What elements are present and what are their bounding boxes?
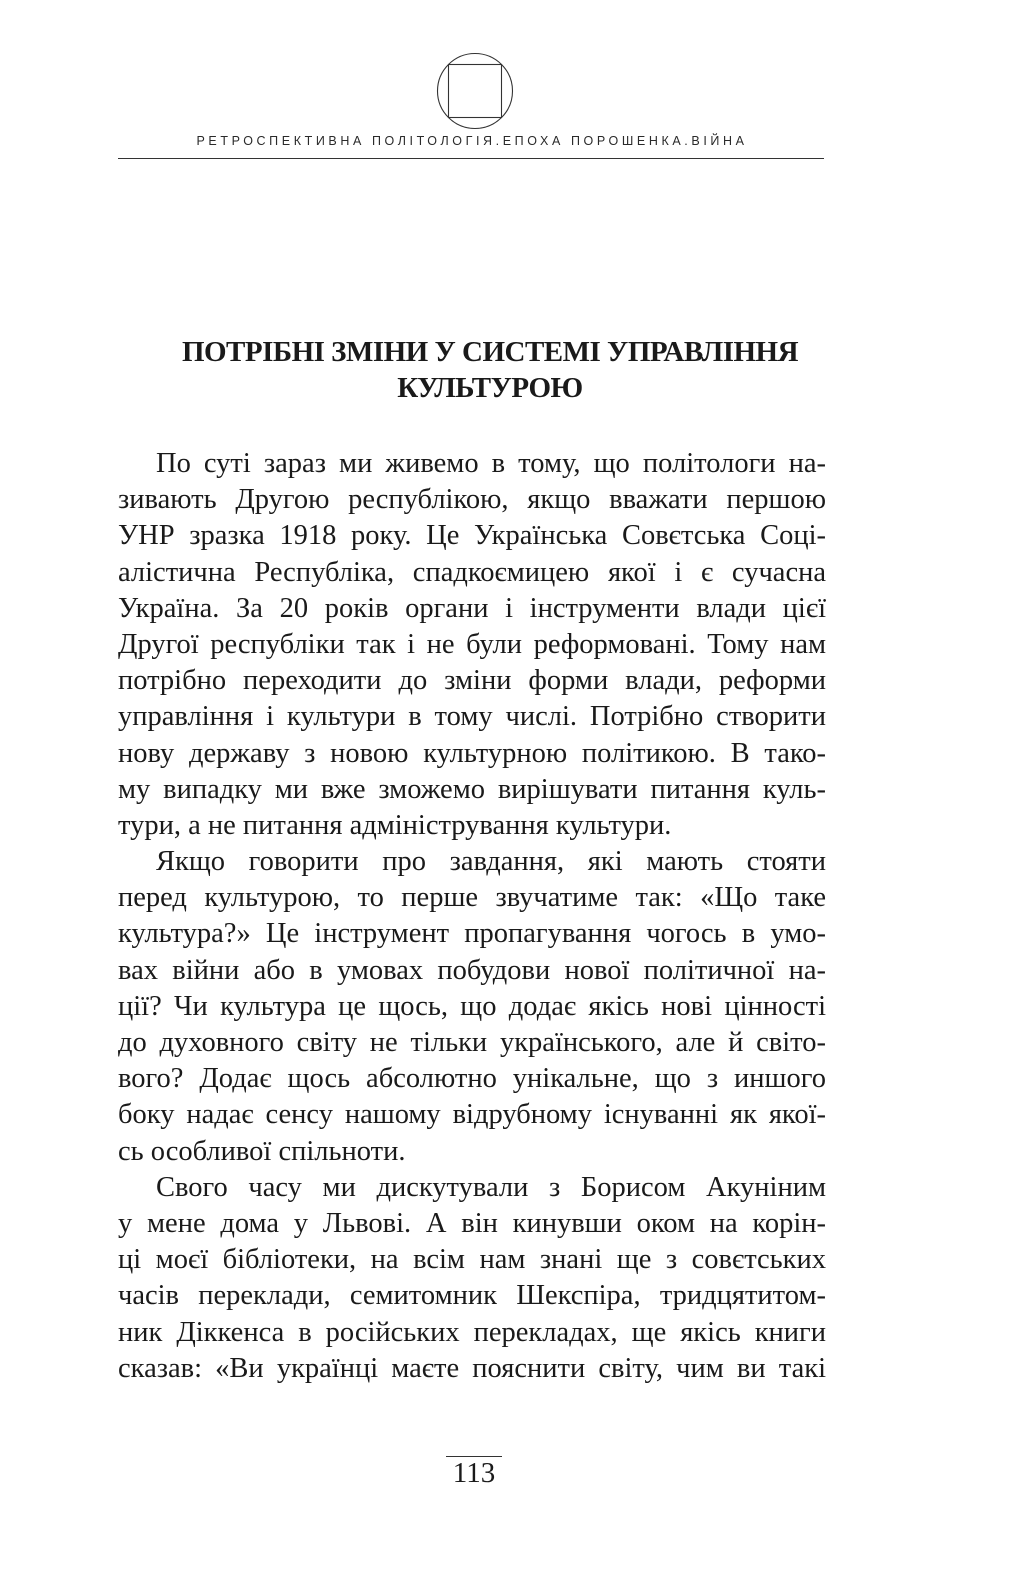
chapter-title-line-1: ПОТРІБНІ ЗМІНИ У СИСТЕМІ УПРАВЛІННЯ [181,336,799,368]
text-line: му випадку ми вже зможемо вирішувати питання куль- [118,773,826,805]
page-number: 113 [452,1457,496,1489]
circle-square-emblem-icon [436,52,514,130]
text-line: Другої республіки так і не були реформовані. Тому нам [118,628,826,660]
body-text [118,446,826,1387]
text-line: сь особливої спільноти. [118,1135,406,1167]
text-line: ції? Чи культура це щось, що додає якісь нові цінності [118,990,826,1022]
text-line: Якщо говорити про завдання, які мають стояти [156,846,826,878]
paragraph-2 [118,844,826,1170]
running-head: РЕТРОСПЕКТИВНА ПОЛІТОЛОГІЯ.ЕПОХА ПОРОШЕНКА.ВІЙНА [196,134,748,148]
text-line: боку надає сенсу нашому відрубному існуванні як якої- [118,1099,826,1131]
paragraph-3 [118,1170,826,1387]
text-line: часів переклади, семитомник Шекспіра, тридцятитом- [118,1280,826,1312]
text-line: алістична Республіка, спадкоємицею якої і є сучасна [118,556,826,588]
page-number-block [444,1456,504,1489]
text-line: нову державу з новою культурною політикою. В тако- [118,737,826,769]
text-line: вого? Додає щось абсолютно унікальне, що з иншого [118,1063,826,1095]
text-line: у мене дома у Львові. А він кинувши оком на корін- [118,1207,826,1239]
text-line: управління і культури в тому числі. Потрібно створити [118,701,826,733]
text-line: вах війни або в умовах побудови нової політичної на- [118,954,826,986]
text-line: Україна. За 20 років органи і інструменти влади цієї [118,592,826,624]
text-line: Свого часу ми дискутували з Борисом Акуніним [156,1171,826,1203]
text-line: ці моєї бібліотеки, на всім нам знані ще з совєтських [118,1244,826,1276]
text-line: По суті зараз ми живемо в тому, що політологи на- [156,448,826,479]
text-line: ник Діккенса в російських перекладах, ще якісь книги [118,1316,826,1348]
text-line: сказав: «Ви українці маєте пояснити світу, чим ви такі [118,1352,826,1384]
text-line: до духовного світу не тільки українського, але й світо- [118,1027,826,1058]
text-line: перед культурою, то перше звучатиме так: «Що таке [118,882,826,914]
header-rule [118,158,824,159]
paragraph-1 [118,446,826,844]
text-line: зивають Другою республікою, якщо вважати першою [118,484,826,516]
text-line: потрібно переходити до зміни форми влади, реформи [118,665,826,697]
chapter-title-line-2: КУЛЬТУРОЮ [397,372,583,404]
text-line: УНР зразка 1918 року. Це Українська Совєтська Соці- [118,520,826,552]
chapter-title [150,334,830,406]
text-line: культура?» Це інструмент пропагування чогось в умо- [118,918,826,950]
text-line: тури, а не питання адміністрування культури. [118,809,672,841]
